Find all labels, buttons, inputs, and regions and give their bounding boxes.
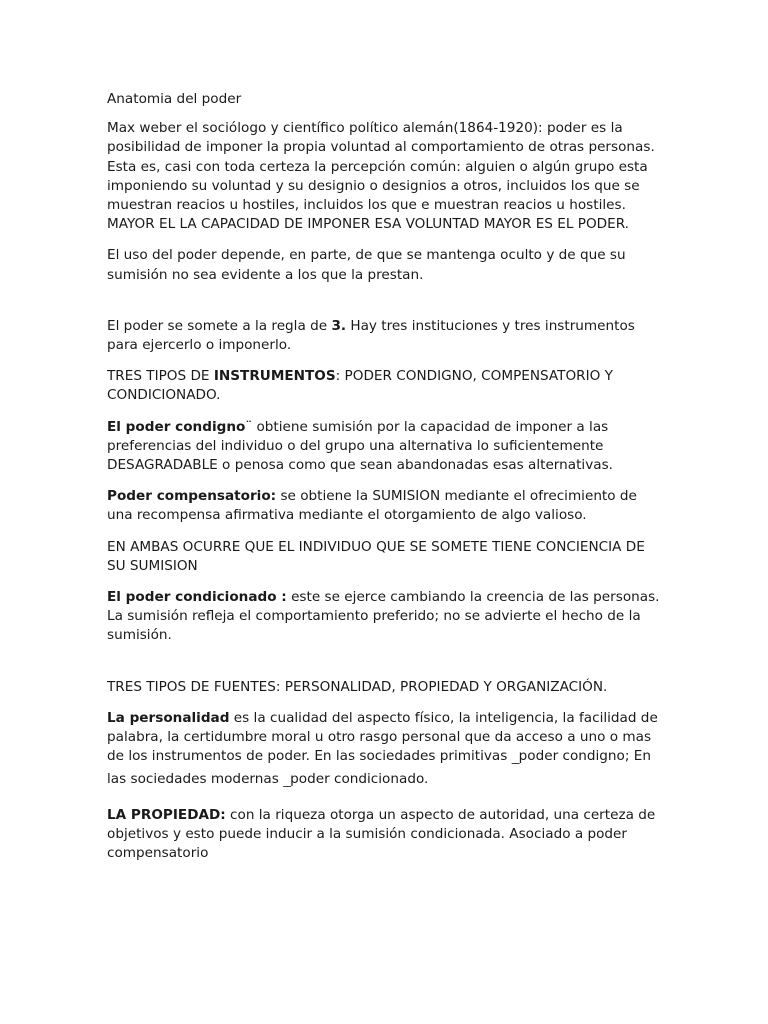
paragraph-uso-del-poder: El uso del poder depende, en parte, de que se mantenga oculto y de que su sumisión no sea evidente a los que la prestan. [107, 247, 626, 283]
text: poder condicionado. [290, 771, 429, 788]
bold-text: INSTRUMENTOS [213, 368, 336, 385]
paragraph-poder-condicionado [107, 588, 663, 646]
arrow-mark: __ [283, 778, 291, 789]
bold-text: El poder condigno [107, 418, 246, 435]
paragraph-propiedad [107, 806, 663, 864]
bold-text: Poder compensatorio: [107, 488, 277, 505]
document-title: Anatomia del poder [107, 91, 242, 107]
paragraph-personalidad [107, 709, 663, 794]
bold-text: LA PROPIEDAD: [107, 806, 226, 823]
text: El poder se somete a la regla de [107, 317, 332, 334]
paragraph-poder-compensatorio [107, 487, 663, 525]
paragraph-regla-de-3 [107, 317, 663, 355]
text: es la cualidad del aspecto físico, la inteligencia, la facilidad de palabra, la certidumbre moral u otro rasgo personal que da acceso a uno o mas de los instrumentos de poder. En las sociedades primitivas [107, 709, 658, 765]
arrow-mark: __ [511, 755, 519, 766]
text: TRES TIPOS DE [107, 368, 214, 385]
text: este se ejerce cambiando la creencia de las personas. La sumisión refleja el comportamiento preferido; no se advierte el hecho de la sumisión. [107, 589, 660, 644]
text: se obtiene la SUMISION mediante el ofrecimiento de una recompensa afirmativa mediante el otorgamiento de algo valioso. [107, 488, 637, 524]
bold-text: El poder condicionado : [107, 589, 287, 606]
bold-text: 3. [331, 317, 347, 334]
paragraph-ambas-ocurre: EN AMBAS OCURRE QUE EL INDIVIDUO QUE SE SOMETE TIENE CONCIENCIA DE SU SUMISION [107, 538, 645, 574]
paragraph-tipos-fuentes: TRES TIPOS DE FUENTES: PERSONALIDAD, PROPIEDAD Y ORGANIZACIÓN. [107, 678, 608, 695]
bold-text: La personalidad [107, 709, 230, 726]
document-page [107, 90, 663, 875]
text: con la riqueza otorga un aspecto de autoridad, una certeza de objetivos y esto puede inducir a la sumisión condicionada. Asociado a poder compensatorio [107, 806, 656, 862]
text: poder condigno; En las sociedades modernas [107, 748, 651, 788]
text: ¨ [245, 418, 253, 435]
paragraph-tipos-instrumentos [107, 367, 663, 405]
text: obtiene sumisión por la capacidad de imponer a las preferencias del individuo o del grupo una alternativa lo suficientemente DESAGRADABLE o penosa como que sean abandonadas esas alternativas. [107, 418, 613, 474]
text: Hay tres instituciones y tres instrumentos para ejercerlo o imponerlo. [107, 317, 635, 354]
paragraph-weber-definition: Max weber el sociólogo y científico político alemán(1864-1920): poder es la posibilidad de imponer la propia voluntad al comportamiento de otras personas. Esta es, casi con toda certeza la percepción común: alguien o algún grupo esta imponiendo su voluntad y su designio o designios a otros, incluidos los que se muestran reacios u hostiles, incluidos los que e muestran reacios u hostiles. MAYOR EL LA CAPACIDAD DE IMPONER ESA VOLUNTAD MAYOR ES EL PODER. [107, 120, 655, 233]
paragraph-poder-condigno [107, 418, 663, 476]
text: : PODER CONDIGNO, COMPENSATORIO Y CONDICIONADO. [107, 368, 613, 404]
